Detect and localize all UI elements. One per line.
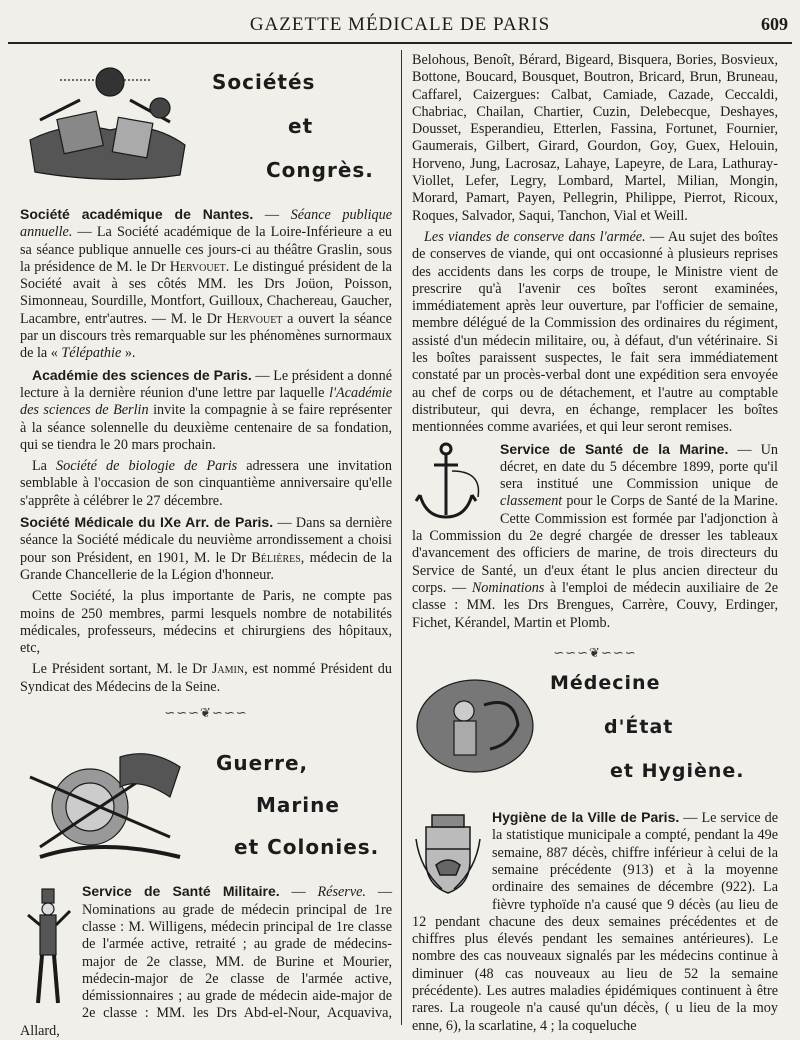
section-head-societes: [20, 52, 392, 200]
paris-coat-of-arms-icon: [412, 809, 484, 895]
journal-title: GAZETTE MÉDICALE DE PARIS: [249, 14, 551, 35]
section-head-guerre: [20, 729, 392, 877]
paragraph-biologie: La Société de biologie de Paris adressera une invitation semblable à l'occasion de son cinquantième anniversaire qu'elle s'apprête à célébrer le 27 décembre.: [20, 458, 392, 509]
paragraph-academie-paris: Académie des sciences de Paris. — Le président a donné lecture à la dernière réunion d'une lettre par laquelle l'Académie des sciences de Berlin invite la compagnie à se faire représenter à la séance solennelle du deuxième centenaire de sa fondation, qui se tiendra le 20 mars prochain.: [20, 366, 393, 453]
left-column: [20, 52, 392, 1040]
heading-word-1: Guerre,: [216, 751, 309, 776]
societes-engraving-image: [20, 60, 190, 190]
paragraph-sante-marine: Service de Santé de la Marine. — Un décret, en date du 5 décembre 1899, porte qu'il sera institué une Commission unique de classement pour le Corps de Santé de la Marine. Cette Commission est formée par l'adjonction à la Commission du 2e degré chargée de dresser les tableaux d'avancement des officiers de marine, de trois directeurs du Service de Santé, un d'eux étant le plus ancien directeur du corps. — Nominations à l'emploi de médecin auxiliaire de 2e classe : MM. les Drs Brengues, Carrère, Couvy, Erdinger, Fichet, Kérandel, Martin et Plomb.: [412, 440, 779, 631]
paragraph-viandes-conserve: Les viandes de conserve dans l'armée. — Au sujet des boîtes de conserves de viande, qui ont occasionné à plusieurs reprises des accidents dans les corps de troupe, le Ministre vient de prescrire qu'à l'avenir ces boîtes seront examinées, immédiatement après leur ouverture, par l'officier de semaine, membre délégué de la Commission des ordinaires du régiment, assisté d'un médecin militaire, ou, à défaut, d'un vétérinaire. Si les boîtes paraissent suspectes, le fait sera immédiatement constaté par un procès-verbal dont une expédition sera envoyée au chef de corps ou de détachement, et l'autre au comptable distributeur, qui devra, en échange, remplacer les boîtes mentionnées comme avariées, et qui leur seront remises.: [412, 228, 779, 436]
section-head-medecine: [412, 669, 778, 795]
paragraph-sante-militaire: Service de Santé Militaire. — Réserve. — Nominations au grade de médecin principal de 1re classe : M. Willigens, médecin principal de 1re classe de l'armée active, retraité ; au grade de médecins-major de 2e classe, MM. de Burine et Mourier, médecin-major de 2e classe de l'armée active, démissionnaires ; au grade de médecin aide-major de 2e classe : MM. les Drs Abd-el-Nour, Acquaviva, Allard,: [20, 883, 392, 1039]
heading-word-1: Médecine: [550, 672, 661, 695]
heading-word-2: et: [288, 114, 314, 138]
ornament-divider: ∽∽∽❦∽∽∽: [164, 705, 248, 721]
heading-word-1: Sociétés: [212, 70, 316, 94]
heading-word-2: d'État: [604, 716, 674, 739]
column-divider: [401, 50, 402, 1025]
page-header: [8, 0, 792, 44]
heading-word-3: et Hygiène.: [610, 760, 745, 783]
paragraph-societe-membres: Cette Société, la plus importante de Paris, ne compte pas moins de 250 membres, parmi lesquels nombre de notabilités médicales, professeurs, médecins et chirurgiens des hôpitaux, etc,: [20, 588, 392, 657]
ornament-divider: ∽∽∽❦∽∽∽: [553, 644, 637, 660]
soldier-engraving-icon: [20, 885, 76, 1009]
heading-word-3: Congrès.: [266, 158, 374, 182]
page-number: 609: [761, 14, 788, 34]
heading-word-3: et Colonies.: [234, 835, 380, 860]
right-column: [412, 52, 778, 1035]
paragraph-president: Le Président sortant, M. le Dr Jamin, est nommé Président du Syndicat des Médecins de la Seine.: [20, 661, 392, 695]
paragraph-names-list: Belohous, Benoît, Bérard, Bigeard, Bisquera, Bories, Bosvieux, Bottone, Boucard, Bousquet, Boutron, Bricard, Brun, Bruneau, Caffarel, Caizergues: Calbat, Camiade, Cazade, Ceccaldi, Chabriac, Chailan, Chartier, Cuzin, Delebecque, Deshayes, Dousset, Esperandieu, Etterlen, Fassina, Fortunet, Fournier, Gaumerais, Gilbert, Girard, Gourdon, Goy, Guex, Helouin, Horveno, Jung, Lacrosaz, Lahaye, Lapeyre, de Lara, Lathuray-Viollet, Lefer, Legry, Lombard, Martel, Milian, Mongin, Morard, Pamart, Payen, Pellegrin, Philippe, Pierrot, Ricoux, Roques, Salvador, Saqui, Tanchon, Vial et Weill.: [412, 52, 778, 224]
paragraph-societe-ix: Société Médicale du IXe Arr. de Paris. — Dans sa dernière séance la Société médicale du neuvième arrondissement a choisi pour son Président, en 1901, M. le Dr Bélières, médecin de la Grande Chancellerie de la Légion d'honneur.: [20, 514, 392, 583]
paragraph-hygiene-paris: Hygiène de la Ville de Paris. — Le service de la statistique municipale a compté, pendant la 49e semaine, 887 décès, chiffre inférieur à celui de la semaine précédente (913) et à la moyenne ordinaire des semaines de décembre (922). La fièvre typhoïde n'a causé que 9 décès (au lieu de 12 pendant chacune des deux semaines précédentes et de chiffres plus élevés pendant les semaines antérieures). Le nombre des cas nouveaux signalés par les médecins continue à diminuer (48 cas nouveaux au lieu de 52 la semaine précédente). Les autres maladies épidémiques continuent à être rares. La rougeole n'a causé qu'un décès, ( u lieu de la moy enne, 6), la scarlatine, 4 ; la coqueluche: [412, 809, 778, 1034]
medecine-engraving-image: [414, 675, 536, 777]
paragraph-nantes: Société académique de Nantes. — Séance publique annuelle. — La Société académique de la Loire-Inférieure a eu sa séance publique annuelle ces jours-ci au théâtre Graslin, sous la présidence de M. le Dr Hervouet. Le distingué président de la Société avait à ses côtés MM. les Drs Joüon, Poisson, Simonneau, Sourdille, Montfort, Guilloux, Chachereau, Gaucher, Lacambre, entr'autres. — M. le Dr Hervouet a ouvert la séance par un discours très remarquable sur les phénomènes surnormaux de la « Télépathie ».: [20, 206, 392, 362]
guerre-engraving-image: [20, 737, 190, 867]
heading-word-2: Marine: [256, 793, 340, 818]
anchor-icon: [412, 441, 492, 523]
